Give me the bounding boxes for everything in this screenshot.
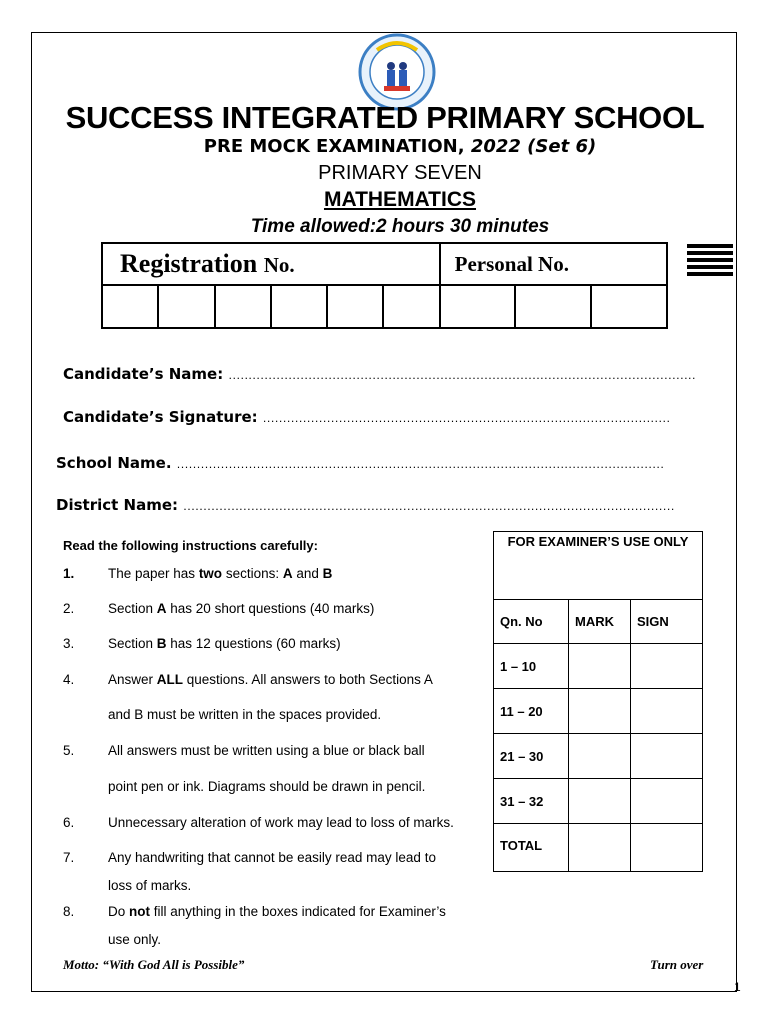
candidate-name-label: Candidate’s Name: bbox=[63, 365, 224, 383]
registration-box[interactable] bbox=[327, 285, 383, 328]
row-label: 1 – 10 bbox=[494, 644, 569, 689]
personal-no-box[interactable] bbox=[591, 285, 667, 328]
candidate-signature-label: Candidate’s Signature: bbox=[63, 408, 258, 426]
mark-cell bbox=[569, 824, 631, 872]
header-mark: MARK bbox=[569, 600, 631, 644]
dotted-line: ........................................................................................................................... bbox=[183, 500, 675, 513]
registration-label bbox=[102, 243, 440, 285]
instruction-number: 7. bbox=[63, 850, 75, 865]
instruction-text: loss of marks. bbox=[108, 878, 192, 893]
personal-no-label: Personal No. bbox=[440, 243, 667, 285]
class-level: PRIMARY SEVEN bbox=[318, 162, 482, 184]
exam-prefix: PRE MOCK EXAMINATION, bbox=[203, 136, 465, 157]
turn-over: Turn over bbox=[650, 957, 704, 972]
instruction-text: Section B has 12 questions (60 marks) bbox=[108, 636, 341, 651]
barcode-lines-icon bbox=[687, 244, 733, 276]
exam-title bbox=[0, 136, 770, 157]
registration-box[interactable] bbox=[383, 285, 439, 328]
registration-table bbox=[101, 242, 668, 329]
school-name-label: School Name. bbox=[56, 454, 172, 472]
examiner-table-title: FOR EXAMINER’S USE ONLY bbox=[494, 532, 703, 600]
subject-title: MATHEMATICS bbox=[323, 188, 477, 211]
motto: Motto: “With God All is Possible” bbox=[63, 957, 245, 972]
district-name-label: District Name: bbox=[56, 496, 178, 514]
instruction-number: 3. bbox=[63, 636, 75, 651]
candidate-signature-field[interactable] bbox=[63, 408, 671, 426]
instruction-text: point pen or ink. Diagrams should be drawn in pencil. bbox=[108, 779, 426, 794]
dotted-line: .......................................................................................................................... bbox=[176, 458, 665, 471]
mark-cell bbox=[569, 644, 631, 689]
instruction-text: and B must be written in the spaces provided. bbox=[108, 707, 382, 722]
dotted-line: ..................................................................................................................... bbox=[228, 369, 697, 382]
registration-no-word: No. bbox=[263, 253, 295, 277]
sign-cell bbox=[631, 734, 703, 779]
sign-cell bbox=[631, 824, 703, 872]
instruction-text: Do not fill anything in the boxes indicated for Examiner’s bbox=[108, 904, 446, 919]
sign-cell bbox=[631, 779, 703, 824]
exam-year: 2022 (Set 6) bbox=[470, 136, 597, 157]
personal-no-box[interactable] bbox=[515, 285, 591, 328]
mark-cell bbox=[569, 779, 631, 824]
sign-cell bbox=[631, 689, 703, 734]
row-label: TOTAL bbox=[494, 824, 569, 872]
instruction-text: All answers must be written using a blue or black ball bbox=[108, 743, 425, 758]
instructions-title: Read the following instructions carefully: bbox=[63, 538, 318, 553]
instruction-text: Unnecessary alteration of work may lead to loss of marks. bbox=[108, 815, 454, 830]
row-label: 31 – 32 bbox=[494, 779, 569, 824]
page-number: 1 bbox=[734, 980, 741, 994]
registration-box[interactable] bbox=[102, 285, 158, 328]
school-name: SUCCESS INTEGRATED PRIMARY SCHOOL bbox=[65, 100, 705, 135]
examiner-table bbox=[493, 531, 703, 872]
registration-box[interactable] bbox=[271, 285, 327, 328]
instruction-number: 6. bbox=[63, 815, 75, 830]
registration-word: Registration bbox=[120, 249, 258, 278]
instruction-number: 8. bbox=[63, 904, 75, 919]
header-sign: SIGN bbox=[631, 600, 703, 644]
row-label: 21 – 30 bbox=[494, 734, 569, 779]
instruction-text: The paper has two sections: A and B bbox=[108, 566, 333, 581]
instruction-text: Answer ALL questions. All answers to both Sections A bbox=[108, 672, 433, 687]
time-allowed: Time allowed:2 hours 30 minutes bbox=[250, 216, 550, 237]
instruction-number: 4. bbox=[63, 672, 75, 687]
header-qn-no: Qn. No bbox=[494, 600, 569, 644]
district-name-field[interactable] bbox=[56, 496, 675, 514]
school-name-field[interactable] bbox=[56, 454, 664, 472]
sign-cell bbox=[631, 644, 703, 689]
registration-box[interactable] bbox=[158, 285, 214, 328]
instruction-text: Section A has 20 short questions (40 marks) bbox=[108, 601, 375, 616]
dotted-line: ...................................................................................................... bbox=[262, 412, 671, 425]
candidate-name-field[interactable] bbox=[63, 365, 696, 383]
mark-cell bbox=[569, 734, 631, 779]
mark-cell bbox=[569, 689, 631, 734]
instruction-text: use only. bbox=[108, 932, 162, 947]
instruction-text: Any handwriting that cannot be easily read may lead to bbox=[108, 850, 436, 865]
row-label: 11 – 20 bbox=[494, 689, 569, 734]
registration-box[interactable] bbox=[215, 285, 271, 328]
instruction-number: 5. bbox=[63, 743, 75, 758]
instruction-number: 1. bbox=[63, 566, 75, 581]
instruction-number: 2. bbox=[63, 601, 75, 616]
personal-no-box[interactable] bbox=[440, 285, 516, 328]
